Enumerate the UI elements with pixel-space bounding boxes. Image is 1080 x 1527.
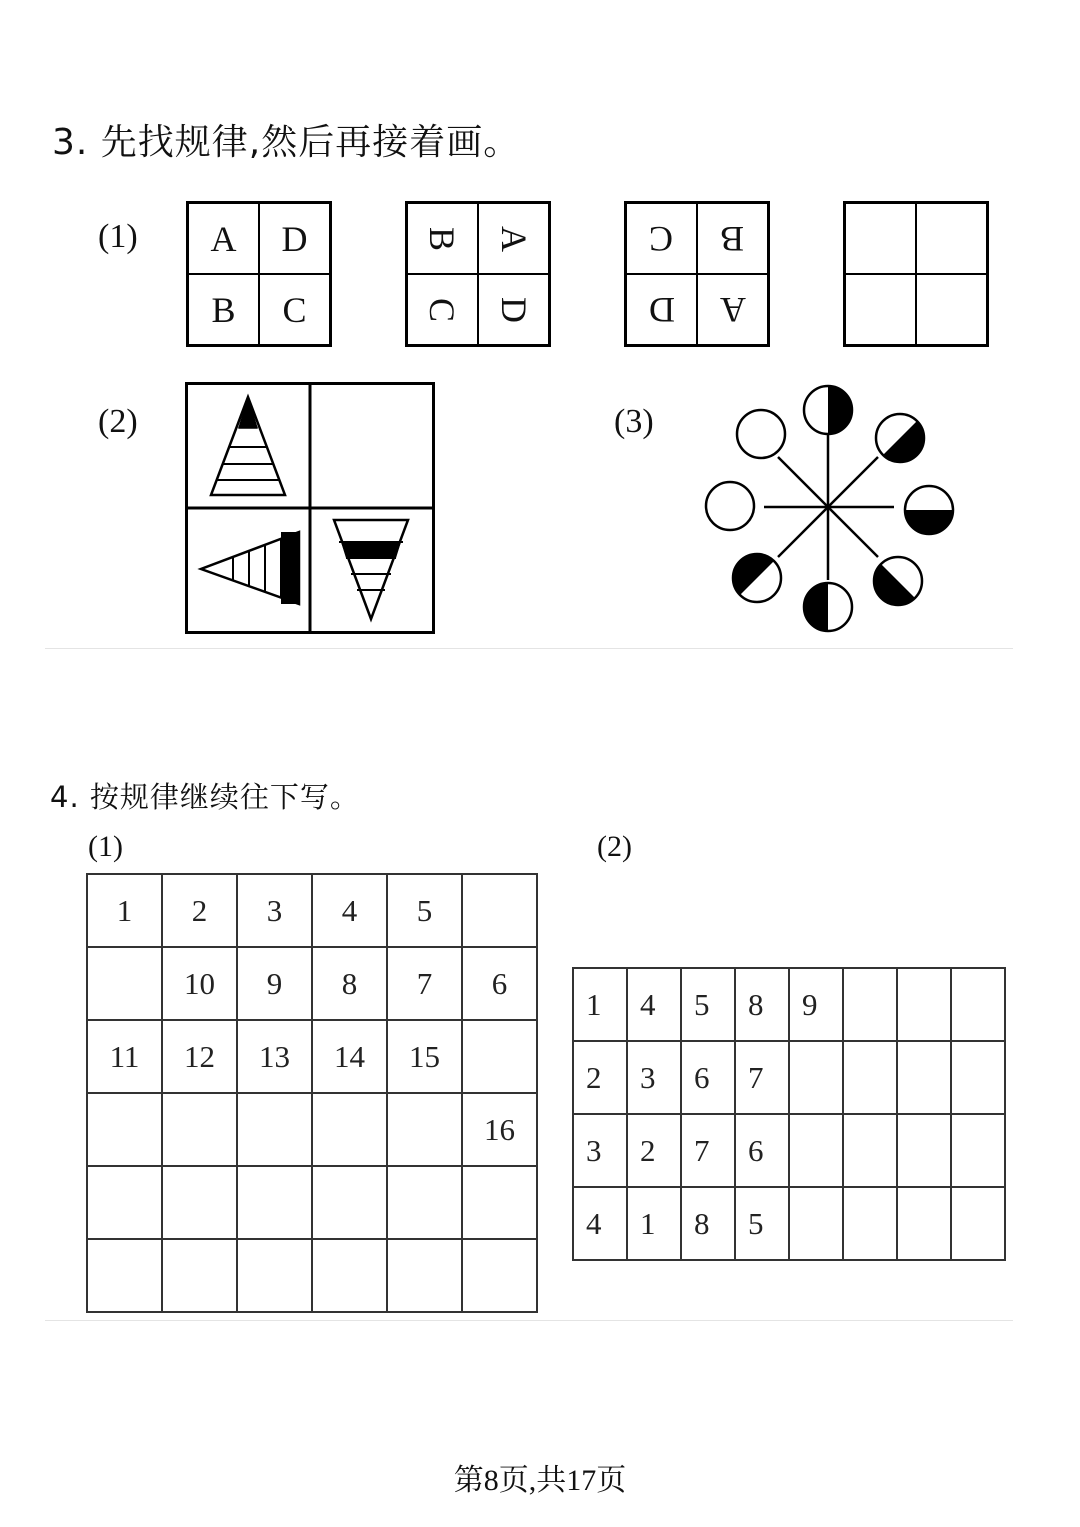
table-row [573,1114,1005,1187]
table-cell: 4 [312,874,387,947]
part-2-label: (2) [597,830,632,863]
table-cell: 7 [681,1114,735,1187]
table-row [87,1093,537,1166]
table-cell[interactable] [897,1187,951,1260]
circle-diagonal-half-black [874,557,922,605]
table-cell[interactable] [87,1166,162,1239]
grid-letter: A [210,218,237,259]
table-cell: 2 [573,1041,627,1114]
table-cell: 7 [387,947,462,1020]
circle-diagonal-half-black [876,414,924,462]
table-cell[interactable] [87,1239,162,1312]
grid-letter: D [648,289,675,330]
triangle-up-shaded-top [211,397,285,495]
table-cell[interactable] [237,1239,312,1312]
table-cell[interactable] [387,1166,462,1239]
table-cell[interactable] [462,1166,537,1239]
triangle-pattern-grid [185,382,435,634]
grid-letter: C [422,297,463,322]
table-cell[interactable] [387,1093,462,1166]
grid-letter: D [493,296,534,323]
table-cell: 8 [735,968,789,1041]
table-cell[interactable] [843,1187,897,1260]
circle-bottom-half-black [905,486,953,534]
table-cell: 4 [573,1187,627,1260]
table-cell[interactable] [951,968,1005,1041]
table-cell[interactable] [312,1093,387,1166]
circle-diagonal-half-black [733,554,781,602]
table-cell: 1 [87,874,162,947]
table-cell: 1 [573,968,627,1041]
table-cell: 6 [735,1114,789,1187]
part-2-label: (2) [98,403,138,440]
table-cell[interactable] [462,1020,537,1093]
grid-letter: C [649,218,674,259]
table-cell: 7 [735,1041,789,1114]
table-cell: 3 [627,1041,681,1114]
table-cell[interactable] [237,1166,312,1239]
table-cell[interactable] [312,1166,387,1239]
table-row [573,968,1005,1041]
table-cell: 16 [462,1093,537,1166]
table-cell: 8 [312,947,387,1020]
letter-grid-3 [624,201,770,347]
circle-right-half-black [804,386,852,434]
table-cell[interactable] [387,1239,462,1312]
number-table-2 [572,967,1006,1261]
answer-grid-empty[interactable] [843,201,989,347]
table-cell[interactable] [897,1114,951,1187]
table-row [87,1020,537,1093]
circle-wheel-pattern [700,378,960,638]
circle-empty[interactable] [737,410,785,458]
table-cell[interactable] [87,1093,162,1166]
table-cell[interactable] [789,1041,843,1114]
table-cell[interactable] [897,1041,951,1114]
circle-left-half-black [804,583,852,631]
table-cell: 9 [789,968,843,1041]
part-3-label: (3) [614,403,654,440]
table-cell: 2 [162,874,237,947]
table-cell[interactable] [843,968,897,1041]
table-cell[interactable] [312,1239,387,1312]
table-cell: 9 [237,947,312,1020]
table-cell[interactable] [87,947,162,1020]
table-cell: 2 [627,1114,681,1187]
number-table-1 [86,873,538,1313]
table-cell: 3 [237,874,312,947]
letter-grid-2 [405,201,551,347]
table-cell[interactable] [162,1166,237,1239]
table-cell: 11 [87,1020,162,1093]
grid-letter: C [282,289,307,330]
table-row [573,1041,1005,1114]
table-cell[interactable] [789,1187,843,1260]
table-cell[interactable] [843,1041,897,1114]
part-1-label: (1) [98,218,138,255]
table-cell: 6 [681,1041,735,1114]
table-cell[interactable] [462,1239,537,1312]
table-row [87,947,537,1020]
table-cell[interactable] [462,874,537,947]
table-cell: 5 [681,968,735,1041]
table-cell: 4 [627,968,681,1041]
table-cell: 14 [312,1020,387,1093]
triangle-left-shaded-base [201,532,299,604]
table-cell: 13 [237,1020,312,1093]
table-cell: 12 [162,1020,237,1093]
table-cell[interactable] [237,1093,312,1166]
table-cell: 10 [162,947,237,1020]
part-1-label: (1) [88,830,123,863]
triangle-down-shaded-middle [334,520,408,619]
table-cell: 6 [462,947,537,1020]
table-cell[interactable] [897,968,951,1041]
table-cell[interactable] [789,1114,843,1187]
grid-letter: B [422,226,463,251]
table-cell[interactable] [843,1114,897,1187]
table-cell: 1 [627,1187,681,1260]
letter-grid-1 [186,201,332,347]
table-cell[interactable] [951,1114,1005,1187]
table-cell: 15 [387,1020,462,1093]
grid-letter: D [281,218,308,259]
table-cell[interactable] [162,1093,237,1166]
circle-empty[interactable] [706,482,754,530]
table-cell[interactable] [951,1041,1005,1114]
grid-letter: A [719,289,746,330]
table-cell: 3 [573,1114,627,1187]
page-footer: 第8页,共17页 [453,1464,627,1497]
question-3-title: 3. 先找规律,然后再接着画。 [52,122,521,163]
table-row [87,1166,537,1239]
table-row [573,1187,1005,1260]
table-row [87,874,537,947]
grid-letter: A [493,225,534,252]
wheel-spokes [764,435,894,580]
table-row [87,1239,537,1312]
table-cell: 5 [387,874,462,947]
table-cell[interactable] [951,1187,1005,1260]
question-4-title: 4. 按规律继续往下写。 [50,780,360,814]
grid-letter: B [211,289,236,330]
table-cell[interactable] [162,1239,237,1312]
table-cell: 8 [681,1187,735,1260]
grid-letter: B [720,218,745,259]
table-cell: 5 [735,1187,789,1260]
